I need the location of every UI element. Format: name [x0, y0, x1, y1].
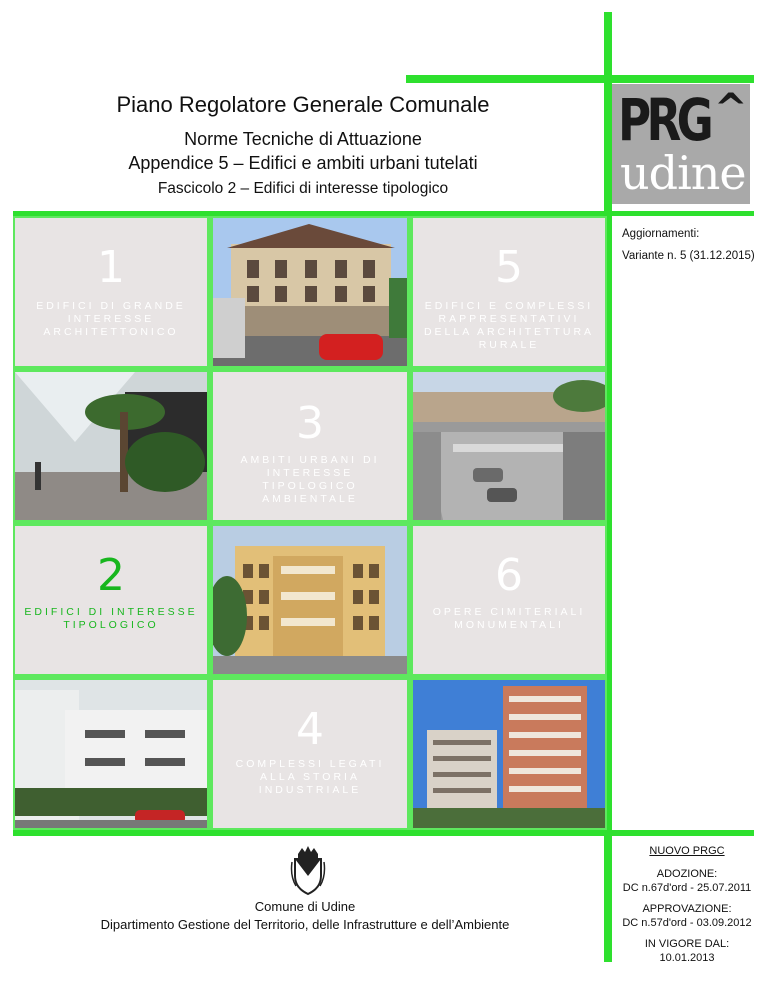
tower-building-image — [413, 680, 605, 828]
approval-label: APPROVAZIONE: — [642, 903, 732, 915]
logo-prg-text: PRG — [618, 86, 710, 154]
tile-label: EDIFICI DI INTERESSE TIPOLOGICO — [24, 606, 198, 631]
adoption-label: ADOZIONE: — [656, 868, 718, 880]
tile-section-5 — [413, 218, 605, 366]
tile-number: 2 — [97, 550, 125, 601]
updates-label: Aggiornamenti: — [622, 228, 700, 240]
villa-image — [213, 218, 407, 366]
adoption-value: DC n.67d'ord - 25.07.2011 — [622, 882, 752, 894]
tile-number: 1 — [97, 242, 125, 293]
organization-name: Comune di Udine — [254, 899, 356, 914]
photo-villa — [213, 218, 407, 366]
department-name: Dipartimento Gestione del Territorio, delle Infrastrutture e dell’Ambiente — [100, 917, 510, 932]
subtitle-appendice: Appendice 5 – Edifici e ambiti urbani tutelati — [128, 153, 478, 173]
new-prgc-label: NUOVO PRGC — [649, 845, 725, 857]
yellow-building-image — [213, 526, 407, 674]
approval-value: DC n.57d'ord - 03.09.2012 — [622, 917, 752, 929]
logo-caret: ^ — [714, 86, 748, 132]
tile-section-2 — [15, 526, 207, 674]
section-grid — [13, 216, 607, 830]
tile-number: 3 — [296, 398, 324, 449]
tile-number: 5 — [495, 242, 523, 293]
green-rule-grid-bottom — [13, 830, 754, 836]
photo-gallery — [15, 372, 207, 520]
tile-section-4 — [213, 680, 407, 828]
tile-label: AMBITI URBANI DI INTERESSE TIPOLOGICO AMBIENTALE — [240, 454, 380, 505]
photo-yellow-building — [213, 526, 407, 674]
tile-section-6 — [413, 526, 605, 674]
tile-section-3 — [213, 372, 407, 520]
logo-udine-text: udine — [620, 146, 746, 200]
photo-parking — [413, 372, 605, 520]
tile-label: EDIFICI E COMPLESSI RAPPRESENTATIVI DELLA ARCHITETTURA RURALE — [423, 300, 595, 351]
gallery-image — [15, 372, 207, 520]
page-title: Piano Regolatore Generale Comunale — [116, 92, 490, 117]
subtitle-norme: Norme Tecniche di Attuazione — [184, 129, 422, 149]
tile-section-1 — [15, 218, 207, 366]
inforce-value: 10.01.2013 — [659, 952, 715, 964]
photo-modern-building — [15, 680, 207, 828]
variant-text: Variante n. 5 (31.12.2015) — [622, 250, 755, 262]
green-rule-top — [406, 75, 754, 83]
subtitle-fascicolo: Fascicolo 2 – Edifici di interesse tipologico — [157, 180, 449, 197]
prg-udine-logo — [612, 84, 750, 204]
coat-of-arms-icon — [290, 846, 326, 896]
tile-label: COMPLESSI LEGATI ALLA STORIA INDUSTRIALE — [235, 758, 385, 796]
inforce-label: IN VIGORE DAL: — [644, 938, 730, 950]
tile-label: OPERE CIMITERIALI MONUMENTALI — [432, 606, 586, 631]
tile-number: 6 — [495, 550, 523, 601]
parking-image — [413, 372, 605, 520]
tile-number: 4 — [296, 704, 324, 755]
photo-tower-building — [413, 680, 605, 828]
tile-label: EDIFICI DI GRANDE INTERESSE ARCHITETTONICO — [36, 300, 186, 338]
modern-building-image — [15, 680, 207, 828]
